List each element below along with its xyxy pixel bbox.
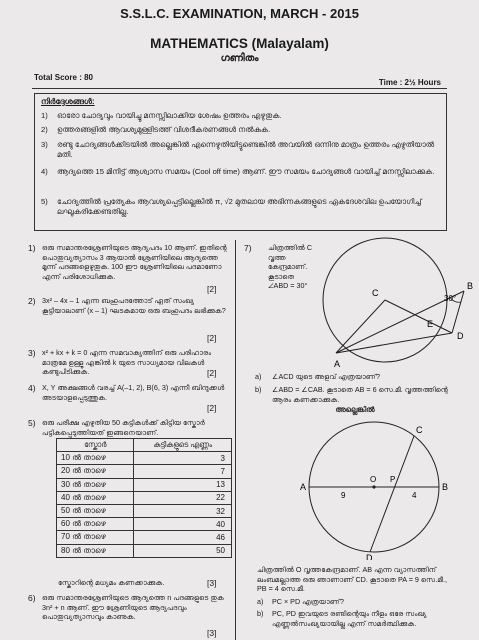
table-header-score: സ്കോർ: [57, 439, 134, 452]
question-number: 3): [28, 348, 36, 358]
score-cell: 60 ൽ താഴെ: [57, 518, 134, 531]
question-marks: [3]: [207, 628, 217, 638]
table-header-count: കുട്ടികളുടെ എണ്ണം: [134, 439, 232, 452]
count-cell: 40: [134, 518, 232, 531]
time-allowed: Time : 2½ Hours: [378, 78, 441, 87]
question-number: 1): [28, 243, 36, 253]
question-text: 3x² – 4x – 1 എന്ന ബഹുപദത്തോട് ഏത് സംഖ്യ കൂട്ടിയാലാണ് (x – 1) ഘടകമായ ഒരു ബഹുപദം ലഭിക്കുക?: [42, 296, 226, 315]
instructions-heading: നിർദ്ദേശങ്ങൾ:: [41, 97, 95, 106]
table-row: [57, 478, 232, 491]
count-cell: 46: [134, 531, 232, 544]
point-c-label: C: [416, 425, 423, 435]
score-cell: 10 ൽ താഴെ: [57, 452, 134, 465]
segment-pa-length: 9: [341, 491, 346, 500]
question-text: ഒരു സമാന്തരശ്രേണിയുടെ ആദ്യപദം 10 ആണ്. ഇതിന്റെ പൊതുവ്യത്യാസം 3 ആയാൽ ശ്രേണിയിലെ ആദ്യത്തെ മൂന്ന് പദങ്ങളെഴുതുക. 100 ഈ ശ്രേണിയിലെ പദമാണോ എന്ന് പരിശോധിക്കുക.: [42, 243, 227, 281]
count-cell: 13: [134, 478, 232, 491]
column-divider: [235, 240, 236, 640]
table-row: [57, 544, 232, 557]
instruction-num: 5): [41, 197, 48, 206]
score-cell: 40 ൽ താഴെ: [57, 491, 134, 504]
score-cell: 70 ൽ താഴെ: [57, 531, 134, 544]
instruction-text: രണ്ടു ചോദ്യങ്ങൾക്കിടയിൽ അല്ലെങ്കിൽ എന്നെഴുതിയിട്ടുണ്ടെങ്കിൽ അവയിൽ ഒന്നിനു മാത്രം ഉത്തരം എഴുതിയാൽ മതി.: [57, 140, 435, 159]
question-text: ഒരു സമാന്തരശ്രേണിയുടെ ആദ്യത്തെ n പദങ്ങളുടെ തുക 3n² + n ആണ്. ഈ ശ്രേണിയുടെ ആദ്യപദവും പൊതുവ്യത്യാസവും കാണുക.: [42, 593, 224, 621]
question-marks: [2]: [207, 368, 217, 378]
total-score: Total Score : 80: [34, 73, 93, 82]
table-row: [57, 518, 232, 531]
point-e-label: E: [427, 319, 434, 329]
count-cell: 22: [134, 491, 232, 504]
question-text: ചിത്രത്തിൽ C വൃത്ത കേന്ദ്രമാണ്. കൂടാതെ ∠ABD = 30°: [268, 243, 313, 290]
question-text: x² + kx + k = 0 എന്ന സമവാക്യത്തിന് ഒരു പരിഹാരം മാത്രമേ ഉള്ളൂ എങ്കിൽ k യുടെ സാധ്യമായ വിലകൾ കണ്ടുപിടിക്കുക.: [42, 348, 212, 376]
instructions-box: [34, 93, 447, 231]
question-number: 5): [28, 418, 36, 428]
instruction-num: 2): [41, 125, 48, 134]
circle-1-figure: [323, 238, 464, 362]
table-row: [57, 504, 232, 517]
instruction-text: ഓരോ ചോദ്യവും വായിച്ചു മനസ്സിലാക്കിയ ശേഷം ഉത്തരം എഴുതുക.: [57, 111, 282, 120]
score-cell: 30 ൽ താഴെ: [57, 478, 134, 491]
angle-label: 30°: [444, 294, 457, 303]
count-cell: 50: [134, 544, 232, 557]
instruction-text: ആദ്യത്തെ 15 മിനിട്ട് ആശ്വാസ സമയം (Cool off time) ആണ്. ഈ സമയം ചോദ്യങ്ങൾ വായിച്ച് മനസ്സിലാക്കുക.: [57, 167, 435, 176]
table-header-row: [57, 439, 232, 452]
table-row: [57, 491, 232, 504]
question-marks: [2]: [207, 333, 217, 343]
part-label: a): [257, 597, 264, 606]
score-cell: 50 ൽ താഴെ: [57, 504, 134, 517]
instruction-num: 3): [41, 140, 48, 149]
subject-malayalam: ഗണിതം: [220, 53, 259, 64]
point-d-label: D: [457, 331, 464, 341]
header-divider: [32, 88, 447, 89]
question-number: 4): [28, 383, 36, 393]
table-caption: സ്കോറിന്റെ മധ്യമം കണക്കാക്കുക.: [58, 578, 165, 587]
point-d-label: D: [366, 553, 373, 560]
subject-title: MATHEMATICS (Malayalam): [150, 36, 329, 51]
part-text: PC, PD ഇവയുടെ രണ്ടിന്റെയും നീളം ഒരേ സംഖ്യ എണ്ണൽസംഖ്യയായില്ല എന്ന് സമർത്ഥിക്കുക.: [272, 609, 427, 628]
part-label: b): [255, 385, 262, 394]
part-label: b): [257, 609, 264, 618]
score-cell: 80 ൽ താഴെ: [57, 544, 134, 557]
instruction-text: ചോദ്യത്തിൽ പ്രത്യേകം ആവശ്യപ്പെട്ടില്ലെങ്കിൽ π, √2 മുതലായ അഭിന്നകങ്ങളുടെ ഏകദേശവില ഉപയോഗിച്ച് ലഘൂകരിക്കേണ്ടതില്ല.: [57, 197, 422, 216]
question-text: X, Y അക്ഷങ്ങൾ വരച്ച് A(–1, 2), B(6, 3) എന്നീ ബിന്ദുക്കൾ അടയാളപ്പെടുത്തുക.: [42, 383, 225, 402]
score-table: [56, 438, 232, 558]
instruction-text: ഉത്തരങ്ങളിൽ ആവശ്യമുള്ളിടത്ത് വിശദീകരണങ്ങൾ നൽകുക.: [57, 125, 271, 134]
circle-2-figure: [309, 422, 439, 552]
part-label: a): [255, 372, 262, 381]
point-p-label: P: [390, 475, 396, 484]
segment-pb-length: 4: [412, 491, 417, 500]
question-marks: [3]: [207, 578, 217, 588]
part-text: ∠ABD = ∠CAB. കൂടാതെ AB = 6 സെ.മീ. വൃത്തത്തിന്റെ ആരം കണക്കാക്കുക.: [272, 385, 448, 404]
point-a-label: A: [334, 359, 341, 369]
table-row: [57, 531, 232, 544]
point-b-label: B: [467, 281, 474, 291]
question-text: ഒരു പരീക്ഷ എഴുതിയ 50 കുട്ടികൾക്ക് കിട്ടിയ സ്കോർ പട്ടികപ്പെടുത്തിയത് ഇങ്ങനെയാണ്.: [42, 418, 205, 437]
instruction-num: 4): [41, 167, 48, 176]
question-marks: [2]: [207, 284, 217, 294]
exam-title: S.S.L.C. EXAMINATION, MARCH - 2015: [120, 6, 359, 21]
question-marks: [2]: [207, 403, 217, 413]
table-row: [57, 465, 232, 478]
table-row: [57, 452, 232, 465]
center-o-label: O: [370, 475, 377, 484]
point-c-label: C: [372, 288, 379, 298]
question-number: 7): [244, 243, 252, 253]
part-text: ∠ACD യുടെ അളവ് എത്രയാണ്?: [272, 372, 380, 381]
count-cell: 3: [134, 452, 232, 465]
score-cell: 20 ൽ താഴെ: [57, 465, 134, 478]
part-text: PC × PD എത്രയാണ്?: [272, 597, 344, 606]
point-b-label: B: [442, 482, 449, 492]
or-separator: അല്ലെങ്കിൽ: [335, 405, 375, 414]
point-a-label: A: [300, 482, 307, 492]
instruction-num: 1): [41, 111, 48, 120]
question-number: 2): [28, 296, 36, 306]
count-cell: 7: [134, 465, 232, 478]
circle-diagram-1: [300, 235, 479, 370]
question-text: ചിത്രത്തിൽ O വൃത്തകേന്ദ്രമാണ്. AB എന്ന വ്യാസത്തിന് ലംബമല്ലാത്ത ഒരു ഞാണാണ് CD. കൂടാതെ PA = 9 സെ.മീ., PB = 4 സെ.മീ.: [257, 565, 448, 593]
count-cell: 32: [134, 504, 232, 517]
circle-diagram-2: [300, 418, 479, 560]
question-number: 6): [28, 593, 36, 603]
